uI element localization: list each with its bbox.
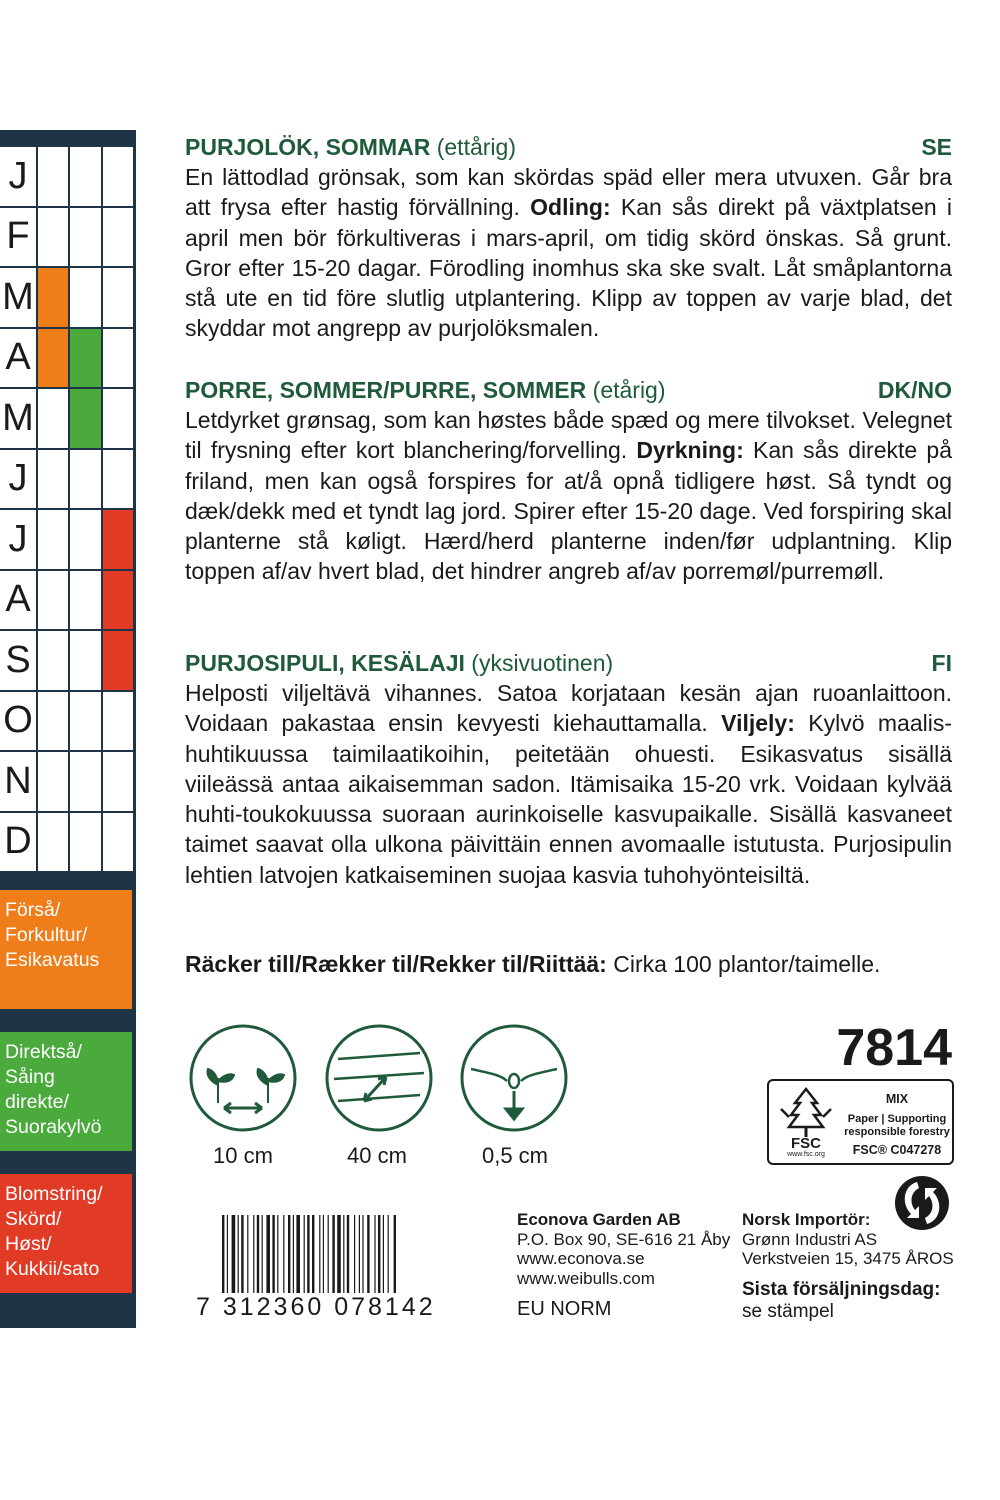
legend-line: Forkultur/	[5, 924, 88, 946]
yield-info: Räcker till/Rækker til/Rekker til/Riittää: Cirka 100 plantor/taimelle.	[185, 951, 881, 977]
legend-line: Skörd/	[5, 1208, 62, 1230]
fsc-logo-text: FSC	[791, 1135, 821, 1152]
article-number: 7814	[836, 1019, 952, 1077]
fsc-label	[767, 1079, 954, 1165]
section-title: PORRE, SOMMER/PURRE, SOMMER	[185, 377, 587, 403]
language-code: SE	[921, 134, 952, 160]
calendar-cell-empty	[70, 268, 101, 327]
calendar-cell-empty	[103, 208, 133, 267]
calendar-cell-empty	[70, 208, 101, 267]
month-label: S	[0, 631, 36, 690]
company-address: Econova Garden AB P.O. Box 90, SE-616 21 Åby www.econova.se www.weibulls.com	[517, 1210, 731, 1288]
month-label: O	[0, 692, 36, 751]
calendar-cell-forsa	[38, 268, 68, 327]
row-spacing-icon	[324, 1023, 434, 1133]
legend-line: direkte/	[5, 1091, 69, 1113]
section-body: Letdyrket grønsag, som kan høstes både spæd og mere tilvokset. Velegnet til frysning efter kort blanchering/forvelling. Dyrkning: Kan sås direkte på friland, men kan også forspires for at/å opnå tidligere høst. Så tyndt og dæk/dekk med et tyndt lag jord. Spirer efter 15-20 dage. Ved forspiring skal planterne stå køligt. Hærd/herd planterne inden/før udplantning. Klip toppen af/av hvert blad, det hindrer angreb af/av porremøl/purremøll.	[185, 407, 952, 585]
calendar-cell-empty	[38, 571, 68, 630]
month-label: D	[0, 813, 36, 872]
calendar-cell-empty	[70, 692, 101, 751]
calendar-cell-empty	[103, 450, 133, 509]
sowing-depth-label: 0,5 cm	[481, 1143, 549, 1168]
section-se	[185, 132, 952, 344]
calendar-cell-empty	[38, 692, 68, 751]
section-title: PURJOLÖK, SOMMAR	[185, 134, 431, 160]
legend-line: Direktså/	[5, 1041, 82, 1063]
fsc-tree-icon	[777, 1085, 835, 1141]
calendar-cell-empty	[103, 329, 133, 388]
month-label: M	[0, 389, 36, 448]
section-body: En lättodlad grönsak, som kan skördas späd eller mera utvuxen. Går bra att frysa efter hastig förvällning. Odling: Kan sås direkt på växtplatsen i april men bör förkultiveras i mars-april, om tidig skörd önskas. Så grunt. Gror efter 15-20 dagar. Förodling inomhus ska ske svalt. Låt småplantorna stå ute en tid före slutlig utplantering. Klipp av toppen av varje blad, det skyddar mot angrepp av purjolöksmalen.	[185, 164, 952, 342]
row-spacing-label: 40 cm	[347, 1143, 407, 1168]
calendar-cell-empty	[38, 389, 68, 448]
month-label: J	[0, 450, 36, 509]
section-body: Helposti viljeltävä vihannes. Satoa korjataan kesän ajan ruoanlaittoon. Voidaan pakastaa ensin kevyesti kiehauttamalla. Viljely: Kylvö maalis-huhtikuussa taimilaatikoihin, peitetään ohuesti. Esikasvatus sisällä viileässä antaa aikaisemman sadon. Itämisaika 15-20 vrk. Voidaan kylvää huhti-toukokuussa suoraan aurinkoiselle kasvupaikalle. Sisällä kasvaneet taimet saavat olla ulkona päivittäin ennen avomaalle istutusta. Purjosipulin lehtien latvojen katkaiseminen suojaa kasvia tuhohyönteisiltä.	[185, 680, 952, 888]
legend-line: Esikavatus	[5, 949, 100, 971]
fsc-url: www.fsc.org	[787, 1151, 825, 1158]
fsc-text: MIX Paper | Supporting responsible forestry FSC® C047278	[844, 1092, 950, 1157]
sale-date: Sista försäljningsdag: se stämpel	[742, 1279, 941, 1322]
legend-blom	[0, 1174, 132, 1293]
calendar-cell-empty	[38, 813, 68, 872]
month-label: A	[0, 571, 36, 630]
legend-line: Kukkii/sato	[5, 1258, 100, 1280]
language-code: DK/NO	[877, 377, 952, 403]
month-label: A	[0, 329, 36, 388]
plant-spacing-icon	[188, 1023, 298, 1133]
calendar-cell-empty	[70, 752, 101, 811]
calendar-cell-empty	[103, 147, 133, 206]
calendar-cell-empty	[38, 510, 68, 569]
calendar-cell-empty	[70, 631, 101, 690]
month-label: M	[0, 268, 36, 327]
calendar-cell-empty	[70, 510, 101, 569]
calendar-cell-empty	[103, 389, 133, 448]
calendar-cell-forsa	[38, 329, 68, 388]
legend-direkt	[0, 1032, 132, 1151]
section-subtitle: (yksivuotinen)	[471, 650, 614, 676]
month-label: J	[0, 147, 36, 206]
section-subtitle: (etårig)	[592, 377, 666, 403]
calendar-cell-empty	[103, 752, 133, 811]
barcode-number: 7 312360 078142	[196, 1293, 436, 1321]
importer-title: Norsk Importör:	[742, 1210, 871, 1229]
legend-line: Såing	[5, 1066, 55, 1088]
calendar-cell-empty	[70, 450, 101, 509]
calendar-cell-empty	[103, 268, 133, 327]
calendar-cell-blom	[103, 631, 133, 690]
month-label: J	[0, 510, 36, 569]
calendar-cell-empty	[70, 571, 101, 630]
importer-address: Norsk Importör: Grønn Industri AS Verkstveien 15, 3475 ÅROS	[742, 1210, 954, 1268]
calendar-cell-direkt	[70, 389, 101, 448]
calendar-cell-empty	[103, 813, 133, 872]
legend-line: Förså/	[5, 899, 61, 921]
company-name: Econova Garden AB	[517, 1210, 681, 1229]
legend-forsa	[0, 890, 132, 1009]
legend-line: Blomstring/	[5, 1183, 103, 1205]
calendar-cell-empty	[70, 147, 101, 206]
language-code: FI	[931, 650, 952, 676]
month-label: N	[0, 752, 36, 811]
calendar-cell-blom	[103, 510, 133, 569]
calendar-cell-empty	[103, 692, 133, 751]
plant-spacing-label: 10 cm	[213, 1143, 273, 1168]
calendar-cell-empty	[38, 450, 68, 509]
legend-line: Høst/	[5, 1233, 52, 1255]
section-dk-no	[185, 375, 952, 587]
calendar-cell-empty	[70, 813, 101, 872]
calendar-cell-empty	[38, 631, 68, 690]
month-label: F	[0, 208, 36, 267]
calendar-cell-direkt	[70, 329, 101, 388]
eu-norm: EU NORM	[517, 1298, 612, 1320]
legend-line: Suorakylvö	[5, 1116, 102, 1138]
section-title: PURJOSIPULI, KESÄLAJI	[185, 650, 465, 676]
calendar-cell-empty	[38, 752, 68, 811]
calendar-cell-empty	[38, 147, 68, 206]
sowing-depth-icon	[459, 1023, 569, 1133]
section-fi	[185, 648, 952, 890]
section-subtitle: (ettårig)	[436, 134, 516, 160]
calendar-cell-blom	[103, 571, 133, 630]
calendar-cell-empty	[38, 208, 68, 267]
